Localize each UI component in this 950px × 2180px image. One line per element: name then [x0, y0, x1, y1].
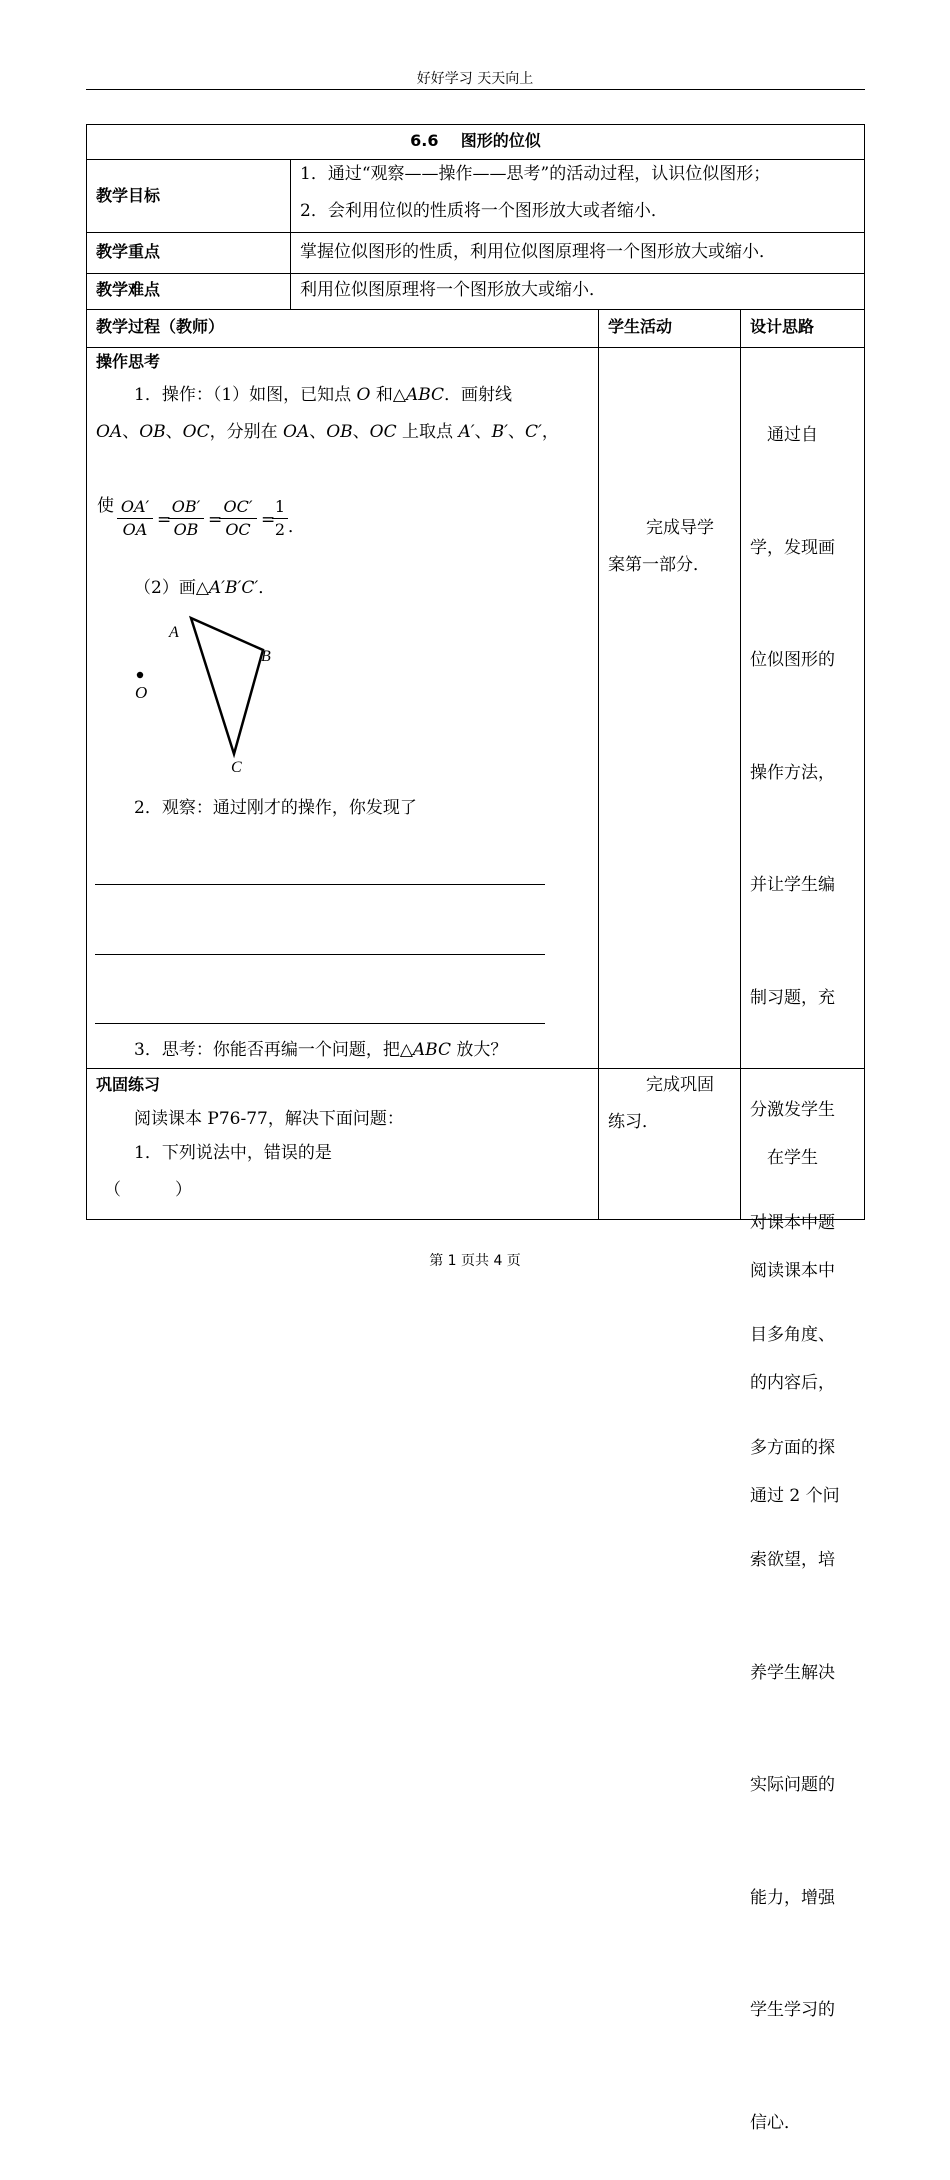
page-header: 好好学习 天天向上	[416, 71, 534, 87]
label-o: O	[135, 683, 148, 702]
operation-step-line2: OA、OB、OC，分别在 OA、OB、OC 上取点 A′、B′、C′，	[96, 422, 559, 442]
ratio-eq-1: =	[157, 510, 172, 530]
ratio-half: 1 2	[272, 496, 288, 541]
answer-line-1	[95, 884, 545, 885]
student-header: 学生活动	[608, 317, 673, 336]
practice-q1: 1．下列说法中，错误的是	[134, 1143, 332, 1163]
objective-1: 1．通过“观察——操作——思考”的活动过程，认识位似图形；	[300, 164, 771, 184]
operation-step-line1: 1．操作：（1）如图，已知点 O 和△ABC．画射线	[134, 385, 513, 405]
label-a: A	[169, 624, 179, 641]
header-rule	[86, 89, 865, 90]
page-footer: 第 1 页共 4 页	[429, 1253, 521, 1269]
difficulty-text: 利用位似图原理将一个图形放大或缩小．	[300, 280, 606, 300]
design-header: 设计思路	[750, 317, 815, 336]
student-activity-2a: 完成巩固	[646, 1075, 714, 1095]
observe-step: 2．观察：通过刚才的操作，你发现了	[134, 798, 417, 818]
process-header: 教学过程（教师）	[96, 317, 225, 336]
student-activity-2b: 练习．	[608, 1112, 659, 1132]
draw-step: （2）画△A′B′C′．	[134, 578, 276, 598]
practice-answer-blank: （ ）	[104, 1180, 193, 1200]
ratio-ob: OB′ OB	[168, 496, 204, 541]
think-step: 3．思考：你能否再编一个问题，把△ABC 放大？	[134, 1040, 508, 1060]
ratio-eq-2: =	[208, 510, 223, 530]
ratio-period: ．	[288, 517, 305, 537]
label-c: C	[231, 759, 242, 776]
ratio-eq-3: =	[261, 510, 276, 530]
student-cell-1	[598, 347, 741, 1069]
design-notes-2: 在学生 阅读课本中 的内容后， 通过 2 个问	[750, 1148, 840, 1506]
triangle-abc	[191, 618, 263, 754]
objective-2: 2．会利用位似的性质将一个图形放大或者缩小．	[300, 201, 668, 221]
label-b: B	[261, 648, 271, 665]
answer-line-2	[95, 954, 545, 955]
practice-read: 阅读课本 P76-77，解决下面问题：	[134, 1109, 404, 1129]
student-activity-1a: 完成导学	[646, 518, 714, 538]
triangle-figure	[120, 612, 290, 782]
answer-line-3	[95, 1023, 545, 1024]
section2-heading: 巩固练习	[96, 1075, 161, 1094]
keypoint-text: 掌握位似图形的性质，利用位似图原理将一个图形放大或缩小．	[300, 242, 776, 262]
lesson-title: 6.6 图形的位似	[410, 131, 541, 150]
design-notes-1: 通过自 学，发现画 位似图形的 操作方法， 并让学生编 制习题，充 分激发学生 对课本中题 目多角度、 多方面的探 索欲望，培 养学生解决 实际问题的 能力，增强 学生学习的 信心．	[750, 425, 835, 2133]
point-o	[137, 672, 143, 678]
ratio-oc: OC′ OC	[219, 496, 257, 541]
ratio-make: 使	[97, 496, 114, 516]
keypoint-label: 教学重点	[96, 242, 161, 261]
objectives-label: 教学目标	[96, 186, 161, 205]
student-activity-1b: 案第一部分．	[608, 555, 710, 575]
section1-heading: 操作思考	[96, 352, 161, 371]
ratio-oa: OA′ OA	[117, 496, 153, 541]
difficulty-label: 教学难点	[96, 280, 161, 299]
